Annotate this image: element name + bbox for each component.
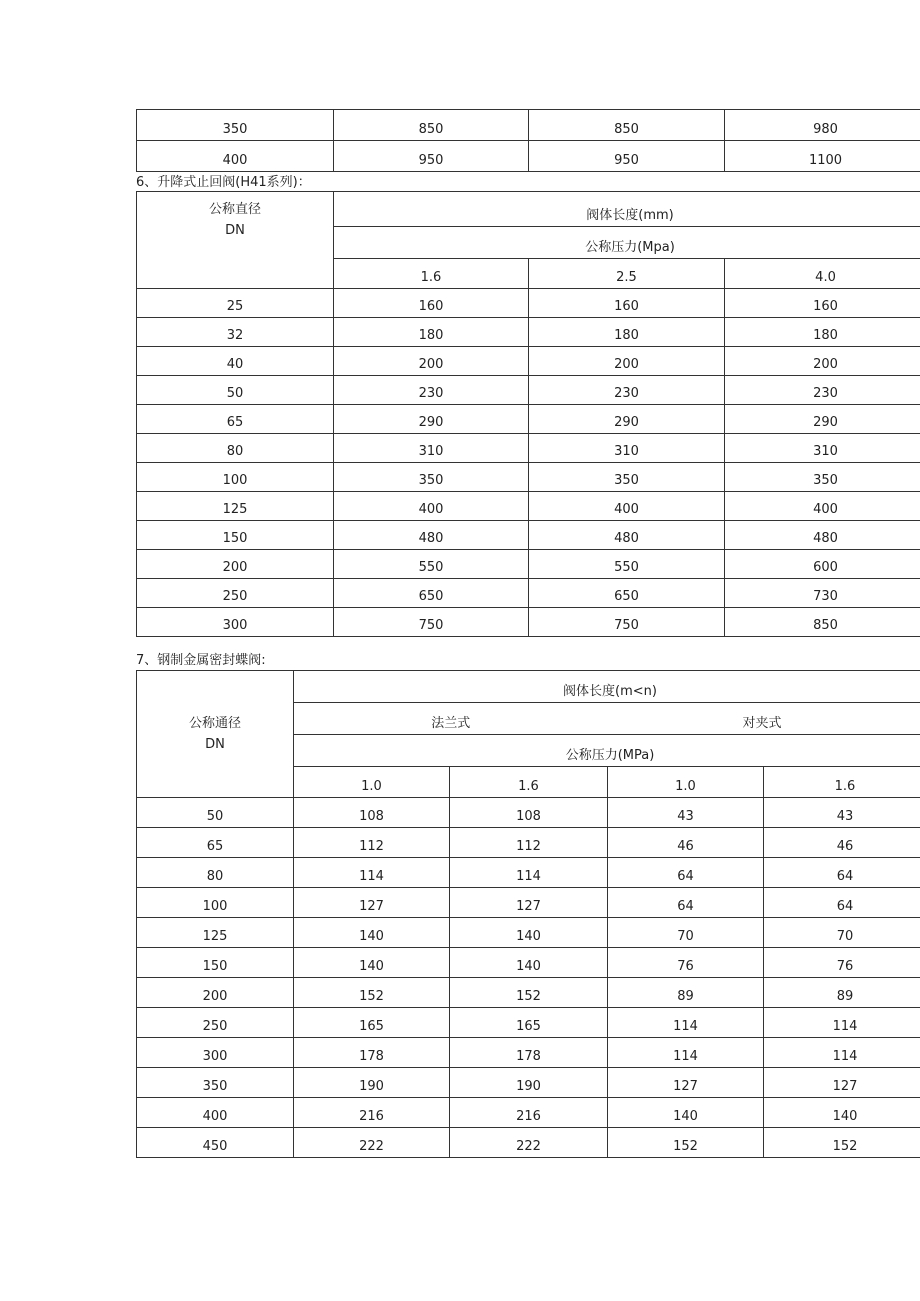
section6-title: 6、升降式止回阀(H41系列)： (136, 175, 311, 190)
dn-cell: 80 (137, 858, 294, 888)
dn-cell: 350 (137, 1068, 294, 1098)
length-cell: 140 (764, 1098, 920, 1128)
length-cell: 230 (529, 376, 725, 405)
table-row (137, 1068, 920, 1098)
dn-label: 公称直径 (208, 202, 261, 217)
length-cell: 980 (725, 110, 920, 141)
length-cell: 180 (334, 318, 529, 347)
length-cell: 46 (608, 828, 764, 858)
table-row (137, 858, 920, 888)
dn-cell: 125 (137, 492, 334, 521)
length-cell: 290 (529, 405, 725, 434)
butterfly-valve-table-header (137, 671, 920, 798)
length-cell: 216 (450, 1098, 608, 1128)
section7-title: 7、钢制金属密封蝶阀: (136, 653, 266, 668)
dn-cell: 100 (137, 888, 294, 918)
length-cell: 108 (450, 798, 608, 828)
length-cell: 165 (450, 1008, 608, 1038)
dn-cell: 450 (137, 1128, 294, 1158)
dn-unit: DN (205, 737, 225, 752)
table-row (137, 948, 920, 978)
length-cell: 114 (608, 1008, 764, 1038)
butterfly-valve-table (136, 670, 920, 1158)
dn-cell: 400 (137, 141, 334, 172)
length-cell: 950 (334, 141, 529, 172)
length-cell: 114 (608, 1038, 764, 1068)
table-row (137, 1008, 920, 1038)
length-cell: 127 (608, 1068, 764, 1098)
length-cell: 114 (764, 1038, 920, 1068)
wafer-type-header: 对夹式 (608, 703, 920, 735)
length-cell: 140 (294, 918, 450, 948)
dn-header-cell (137, 192, 334, 289)
pressure-value: 1.6 (450, 767, 608, 798)
length-cell: 850 (334, 110, 529, 141)
length-cell: 480 (529, 521, 725, 550)
table-row (137, 608, 920, 637)
pressure-value: 1.6 (334, 259, 529, 289)
length-cell: 650 (334, 579, 529, 608)
length-cell: 64 (764, 888, 920, 918)
dn-cell: 50 (137, 798, 294, 828)
length-cell: 730 (725, 579, 920, 608)
dn-cell: 65 (137, 405, 334, 434)
table-row (137, 1098, 920, 1128)
length-cell: 127 (294, 888, 450, 918)
length-cell: 64 (608, 858, 764, 888)
length-cell: 46 (764, 828, 920, 858)
dn-cell: 250 (137, 579, 334, 608)
dn-cell: 300 (137, 608, 334, 637)
length-cell: 400 (334, 492, 529, 521)
length-cell: 70 (608, 918, 764, 948)
dn-cell: 400 (137, 1098, 294, 1128)
length-cell: 140 (294, 948, 450, 978)
length-cell: 152 (450, 978, 608, 1008)
length-cell: 152 (294, 978, 450, 1008)
dn-cell: 50 (137, 376, 334, 405)
table-row (137, 405, 920, 434)
length-cell: 160 (529, 289, 725, 318)
pressure-value: 1.0 (294, 767, 450, 798)
lift-check-valve-table (136, 191, 920, 637)
dn-cell: 350 (137, 110, 334, 141)
length-cell: 127 (450, 888, 608, 918)
length-cell: 165 (294, 1008, 450, 1038)
dn-unit: DN (225, 223, 245, 238)
length-cell: 222 (450, 1128, 608, 1158)
length-cell: 1100 (725, 141, 920, 172)
length-cell: 160 (725, 289, 920, 318)
dn-cell: 200 (137, 550, 334, 579)
length-cell: 310 (529, 434, 725, 463)
length-cell: 140 (608, 1098, 764, 1128)
length-cell: 140 (450, 948, 608, 978)
length-cell: 850 (725, 608, 920, 637)
table-row (137, 828, 920, 858)
length-cell: 43 (608, 798, 764, 828)
length-cell: 180 (725, 318, 920, 347)
table-row (137, 492, 920, 521)
length-cell: 160 (334, 289, 529, 318)
length-cell: 190 (294, 1068, 450, 1098)
pressure-value: 4.0 (725, 259, 920, 289)
pressure-value: 1.0 (608, 767, 764, 798)
table-row (137, 978, 920, 1008)
table-row (137, 376, 920, 405)
length-cell: 64 (764, 858, 920, 888)
table-row (137, 550, 920, 579)
length-cell: 140 (450, 918, 608, 948)
length-cell: 112 (294, 828, 450, 858)
dn-cell: 65 (137, 828, 294, 858)
continued-table (136, 109, 920, 172)
table-row (137, 798, 920, 828)
pressure-header: 公称压力(Mpa) (334, 227, 920, 259)
length-cell: 112 (450, 828, 608, 858)
dn-cell: 200 (137, 978, 294, 1008)
table-row (137, 110, 920, 141)
length-cell: 290 (725, 405, 920, 434)
table-row (137, 289, 920, 318)
length-cell: 89 (608, 978, 764, 1008)
length-cell: 64 (608, 888, 764, 918)
dn-label: 公称通径 (188, 716, 241, 731)
length-cell: 480 (334, 521, 529, 550)
length-cell: 216 (294, 1098, 450, 1128)
length-cell: 114 (294, 858, 450, 888)
length-cell: 200 (334, 347, 529, 376)
length-cell: 200 (725, 347, 920, 376)
flange-type-header: 法兰式 (294, 703, 608, 735)
butterfly-valve-table-body (137, 798, 920, 1158)
length-cell: 190 (450, 1068, 608, 1098)
length-cell: 76 (764, 948, 920, 978)
length-cell: 480 (725, 521, 920, 550)
length-cell: 400 (529, 492, 725, 521)
length-cell: 750 (529, 608, 725, 637)
table-row (137, 888, 920, 918)
dn-cell: 150 (137, 521, 334, 550)
dn-header-cell (137, 671, 294, 798)
dn-cell: 80 (137, 434, 334, 463)
lift-check-valve-table-body (137, 289, 920, 637)
dn-cell: 150 (137, 948, 294, 978)
table-row (137, 434, 920, 463)
dn-cell: 300 (137, 1038, 294, 1068)
table-row (137, 141, 920, 172)
length-cell: 750 (334, 608, 529, 637)
length-cell: 230 (725, 376, 920, 405)
pressure-value: 1.6 (764, 767, 920, 798)
length-cell: 178 (294, 1038, 450, 1068)
length-cell: 290 (334, 405, 529, 434)
dn-cell: 32 (137, 318, 334, 347)
table-row (137, 463, 920, 492)
length-cell: 152 (764, 1128, 920, 1158)
length-cell: 350 (725, 463, 920, 492)
length-cell: 650 (529, 579, 725, 608)
table-row (137, 1128, 920, 1158)
length-cell: 70 (764, 918, 920, 948)
dn-cell: 250 (137, 1008, 294, 1038)
table-row (137, 1038, 920, 1068)
length-cell: 127 (764, 1068, 920, 1098)
lift-check-valve-table-header (137, 192, 920, 289)
length-cell: 180 (529, 318, 725, 347)
dn-cell: 25 (137, 289, 334, 318)
pressure-value: 2.5 (529, 259, 725, 289)
table-row (137, 318, 920, 347)
dn-cell: 40 (137, 347, 334, 376)
length-cell: 108 (294, 798, 450, 828)
table-row (137, 579, 920, 608)
table-row (137, 918, 920, 948)
length-cell: 114 (450, 858, 608, 888)
dn-cell: 125 (137, 918, 294, 948)
table-row (137, 521, 920, 550)
length-cell: 310 (725, 434, 920, 463)
length-cell: 222 (294, 1128, 450, 1158)
length-cell: 89 (764, 978, 920, 1008)
length-cell: 178 (450, 1038, 608, 1068)
length-cell: 114 (764, 1008, 920, 1038)
length-cell: 43 (764, 798, 920, 828)
length-cell: 230 (334, 376, 529, 405)
pressure-header: 公称压力(MPa) (294, 735, 920, 767)
length-cell: 550 (529, 550, 725, 579)
length-cell: 850 (529, 110, 725, 141)
length-cell: 950 (529, 141, 725, 172)
table-row (137, 347, 920, 376)
length-cell: 200 (529, 347, 725, 376)
length-cell: 400 (725, 492, 920, 521)
length-cell: 76 (608, 948, 764, 978)
length-cell: 152 (608, 1128, 764, 1158)
length-cell: 310 (334, 434, 529, 463)
length-cell: 550 (334, 550, 529, 579)
continued-table-body (137, 110, 920, 172)
length-cell: 350 (334, 463, 529, 492)
length-cell: 600 (725, 550, 920, 579)
body-length-header: 阀体长度(mm) (334, 192, 920, 227)
length-cell: 350 (529, 463, 725, 492)
body-length-header: 阀体长度(m<n) (294, 671, 920, 703)
dn-cell: 100 (137, 463, 334, 492)
